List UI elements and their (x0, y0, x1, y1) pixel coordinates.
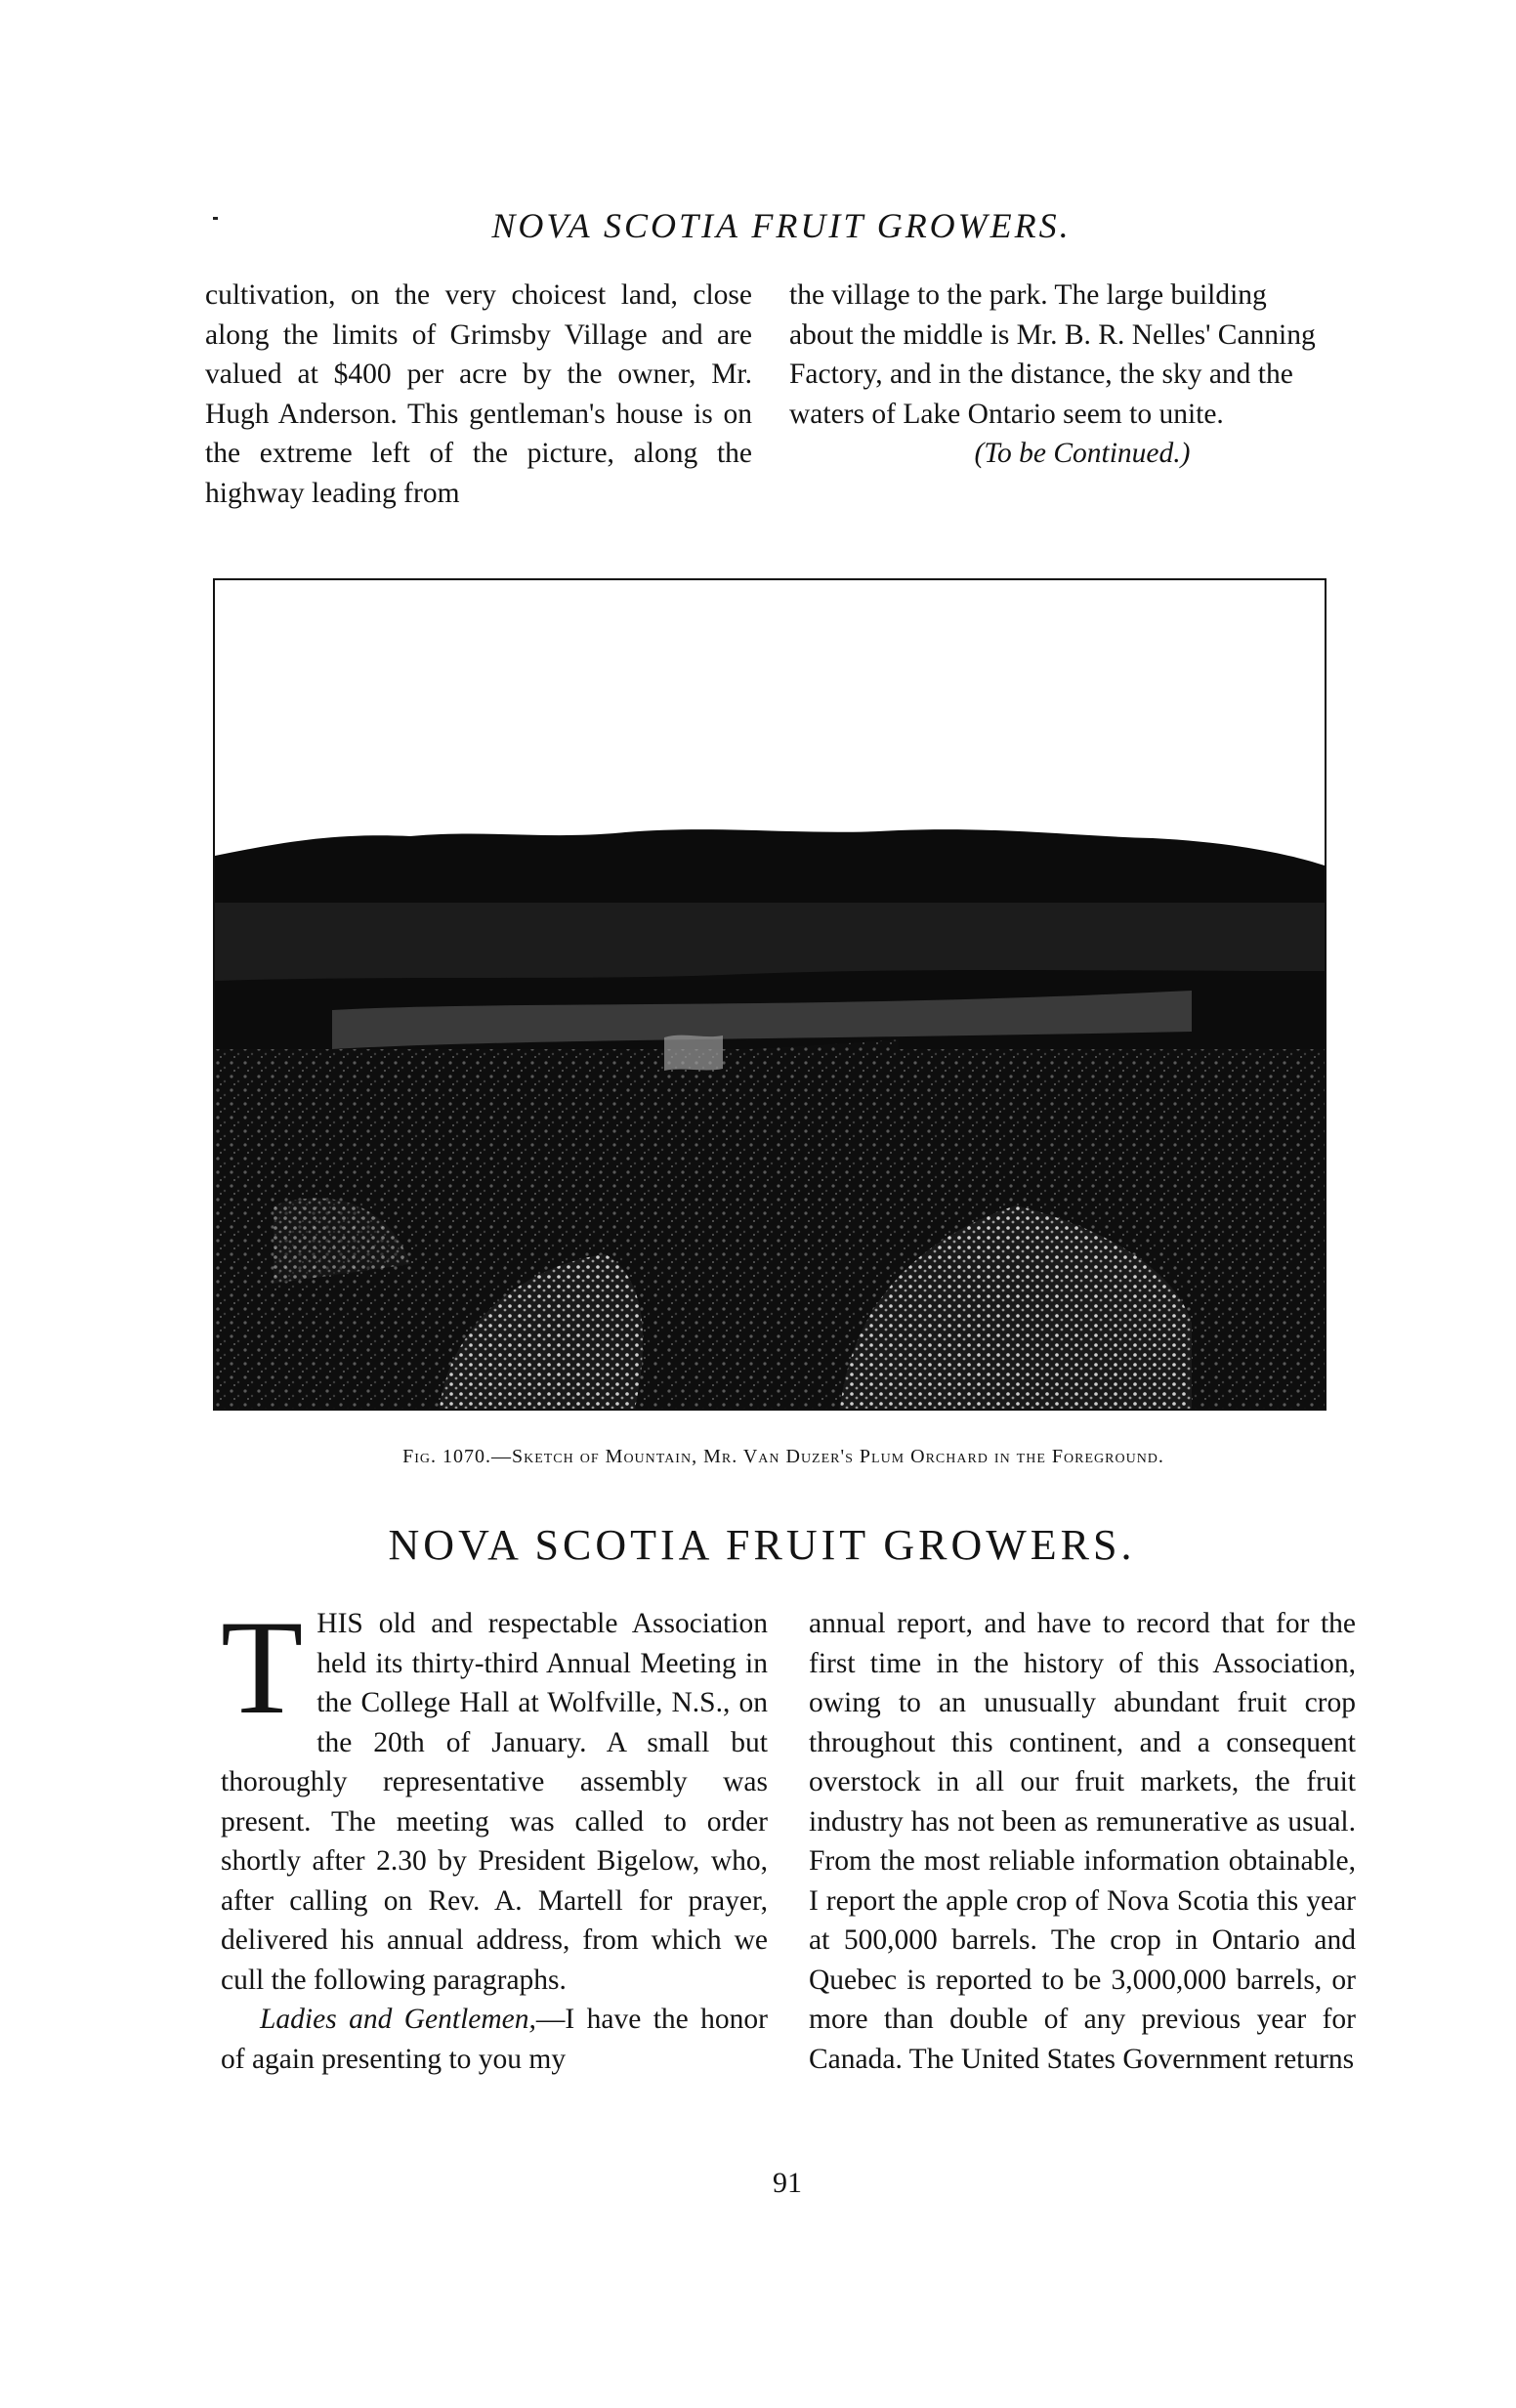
to-be-continued: (To be Continued.) (974, 438, 1191, 469)
orchard-photo-illustration (215, 580, 1325, 1409)
dropcap-letter: T (221, 1592, 304, 1742)
orchard-photograph (213, 578, 1326, 1411)
top-right-column (789, 275, 1336, 474)
top-right-paragraph: the village to the park. The large building about the middle is Mr. B. R. Nelles' Canning Factory, and in the distance, the sky and the waters of Lake Ontario seem to unite. (789, 279, 1316, 430)
article-paragraph-1 (221, 1592, 768, 2000)
top-left-column (205, 275, 752, 513)
article-title: NOVA SCOTIA FRUIT GROWERS. (388, 1521, 1136, 1569)
figure-caption: Fig. 1070.—Sketch of Mountain, Mr. Van Duzer's Plum Orchard in the Foreground. (402, 1446, 1164, 1467)
article-paragraph-2-text: —I have the honor of again presenting to you my (221, 2004, 768, 2075)
article-right-column (809, 1604, 1356, 2079)
article-paragraph-1-text: HIS old and respectable Association held its thirty-third Annual Meeting in the College Hall at Wolfville, N.S., on the 20th of January. A small but thoroughly representative assembly was present. The meeting was called to order shortly after 2.30 by President Bigelow, who, after calling on Rev. A. Martell for prayer, delivered his annual address, from which we cull the following paragraphs. (221, 1608, 768, 1996)
article-paragraph-2 (221, 2000, 768, 2079)
page-number: 91 (773, 2167, 802, 2199)
running-head: NOVA SCOTIA FRUIT GROWERS. (491, 206, 1072, 245)
article-right-paragraph: annual report, and have to record that for the first time in the history of this Association, owing to an unusually abundant fruit crop throughout this continent, and a consequent overstock in all our fruit markets, the fruit industry has not been as remunerative as usual. From the most reliable information obtainable, I report the apple crop of Nova Scotia this year at 500,000 barrels. The crop in Ontario and Quebec is reported to be 3,000,000 barrels, or more than double of any previous year for Canada. The United States Government returns (809, 1608, 1356, 2075)
top-left-paragraph: cultivation, on the very choicest land, close along the limits of Grimsby Village and are valued at $400 per acre by the owner, Mr. Hugh Anderson. This gentleman's house is on the extreme left of the picture, along the highway leading from (205, 279, 752, 509)
salutation: Ladies and Gentlemen, (260, 2004, 536, 2035)
article-left-column (221, 1592, 768, 2079)
